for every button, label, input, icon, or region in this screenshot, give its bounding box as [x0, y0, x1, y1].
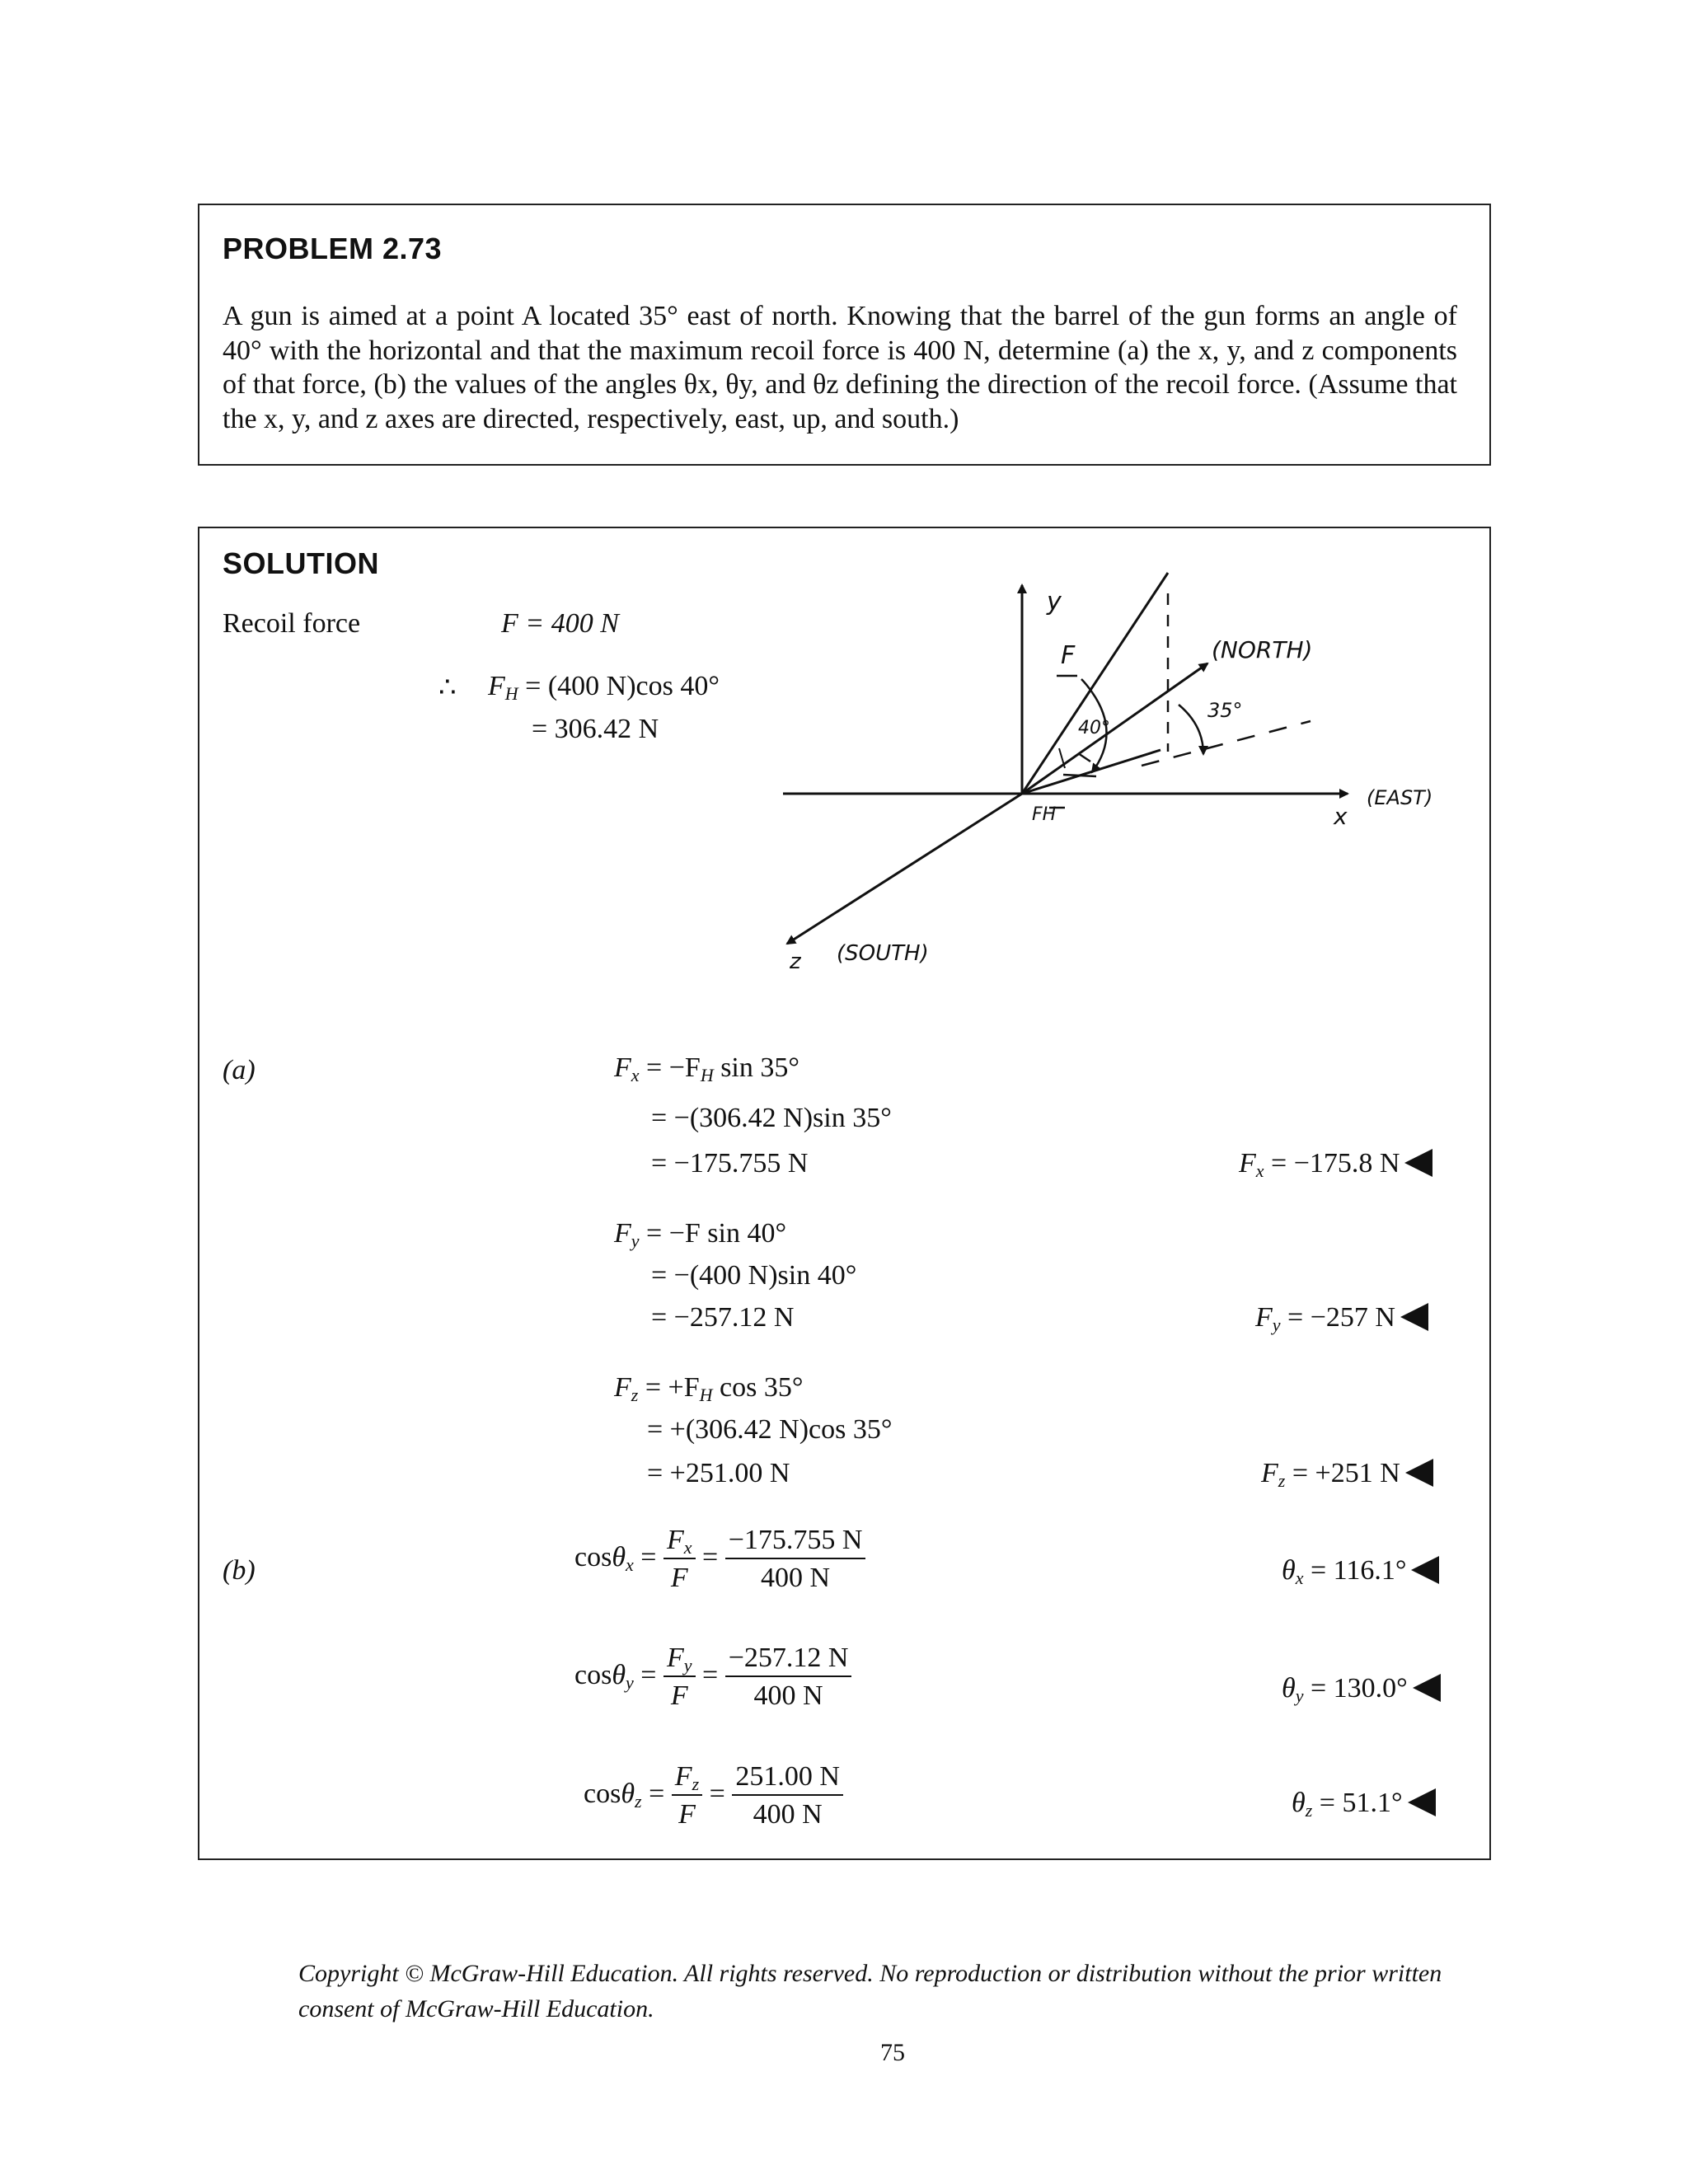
label-40: 40°: [1078, 718, 1110, 738]
fx-line-2: = −(306.42 N)sin 35°: [651, 1103, 892, 1133]
label-south: (SOUTH): [837, 941, 929, 966]
fx-over-f: $\frac{F_x}{F}$: [663, 1525, 696, 1594]
problem-heading: PROBLEM 2.73: [223, 232, 443, 265]
cos-theta-x: cosθ$_x$ = $\frac{F_x}{F}$ = $\frac{-175.755 N}{400 N}$: [574, 1525, 865, 1594]
label-north: (NORTH): [1212, 636, 1313, 663]
fh-symbol: F: [488, 671, 505, 701]
theta-y-answer: $\theta_y = 130.0^\circ$: [1282, 1673, 1441, 1704]
recoil-label: Recoil force: [223, 608, 361, 639]
fx-sub: x: [631, 1065, 640, 1085]
label-east: (EAST): [1367, 786, 1433, 809]
fz-answer: $F_z = +251$ N: [1261, 1458, 1433, 1489]
z-axis-line: [787, 794, 1022, 944]
fz-l1b-text: cos 35°: [720, 1372, 804, 1403]
fx-l1-text: = −F: [646, 1052, 701, 1083]
fx-line-3: = −175.755 N: [651, 1148, 809, 1179]
answer-marker: [1404, 1149, 1432, 1177]
answer-marker: [1408, 1788, 1436, 1816]
fz-answer-text: = +251 N: [1292, 1458, 1400, 1488]
force-diagram: [767, 560, 1475, 981]
fz-over-f: $\frac{F_z}{F}$: [672, 1761, 702, 1830]
part-b-label: (b): [223, 1555, 256, 1586]
answer-marker: [1400, 1303, 1428, 1331]
fh-line-1: = (400 N)cos 40°: [525, 671, 720, 701]
fz-value-fraction: $\frac{251.00 N}{400 N}$: [732, 1761, 843, 1830]
label-y: y: [1047, 588, 1062, 616]
fh-equation: [488, 671, 720, 702]
label-x: x: [1334, 803, 1348, 830]
f-vector: [1022, 573, 1168, 794]
fy-l1-text: = −F sin 40°: [646, 1218, 787, 1249]
fy-line-1: $F_y = -F$ sin 40°: [614, 1218, 787, 1251]
solution-heading: SOLUTION: [223, 546, 379, 580]
theta-z-answer: $\theta_z = 51.1^\circ$: [1292, 1788, 1436, 1819]
copyright-notice: Copyright © McGraw-Hill Education. All rights reserved. No reproduction or distribution without the prior written consent of McGraw-Hill Education.: [298, 1960, 1442, 2022]
label-FH: FH: [1032, 804, 1057, 825]
fz-line-1: $F_z = +F_H$ cos 35°: [614, 1372, 804, 1405]
answer-marker: [1413, 1674, 1441, 1702]
cos-theta-z: cosθ$_z$ = $\frac{F_z}{F}$ = $\frac{251.00 N}{400 N}$: [584, 1761, 843, 1830]
fy-line-3: = −257.12 N: [651, 1302, 795, 1333]
problem-statement: A gun is aimed at a point A located 35° east of north. Knowing that the barrel of the gun forms an angle of 40° with the horizontal and that the maximum recoil force is 400 N, determine (a) the x, y, and z components of that force, (b) the values of the angles θx, θy, and θz defining the direction of the recoil force. (Assume that the x, y, and z axes are directed, respectively, east, up, and south.): [223, 301, 1457, 434]
fy-value-fraction: $\frac{-257.12 N}{400 N}$: [725, 1643, 852, 1712]
label-35: 35°: [1207, 699, 1243, 722]
fz-line-3: = +251.00 N: [647, 1458, 790, 1488]
part-a-label: (a): [223, 1055, 256, 1085]
fh-subscript: H: [504, 683, 518, 704]
therefore-symbol: ∴: [438, 673, 457, 703]
fx-answer: $F_x = -175.8$ N: [1239, 1148, 1432, 1179]
fy-line-2: = −(400 N)sin 40°: [651, 1260, 857, 1291]
cos-theta-y: cosθ$_y$ = $\frac{F_y}{F}$ = $\frac{-257.12 N}{400 N}$: [574, 1643, 851, 1712]
fx-symbol: F: [614, 1052, 631, 1083]
theta-x-answer: $\theta_x = 116.1^\circ$: [1282, 1555, 1439, 1586]
north-line: [1022, 663, 1207, 794]
fx-answer-text: = −175.8 N: [1271, 1148, 1400, 1179]
fy-over-f: $\frac{F_y}{F}$: [663, 1643, 696, 1712]
fz-l1-text: = +F: [645, 1372, 700, 1403]
fy-answer: $F_y = -257$ N: [1255, 1302, 1428, 1333]
answer-marker: [1411, 1556, 1439, 1584]
page-number: 75: [880, 2039, 905, 2066]
fx-fh-sub: H: [700, 1065, 714, 1085]
fx-l1b-text: sin 35°: [720, 1052, 799, 1083]
label-z: z: [790, 949, 801, 974]
fx-value-fraction: $\frac{-175.755 N}{400 N}$: [725, 1525, 866, 1594]
fy-answer-text: = −257 N: [1287, 1302, 1395, 1333]
fh-line-2: = 306.42 N: [532, 714, 659, 744]
answer-marker: [1405, 1459, 1433, 1487]
label-F: F: [1061, 641, 1076, 670]
fz-line-2: = +(306.42 N)cos 35°: [647, 1414, 893, 1445]
recoil-equation: F = 400 N: [501, 608, 619, 639]
fx-line-1: [614, 1052, 799, 1084]
fh-vector: [1022, 750, 1160, 794]
arc-35: [1179, 705, 1203, 754]
